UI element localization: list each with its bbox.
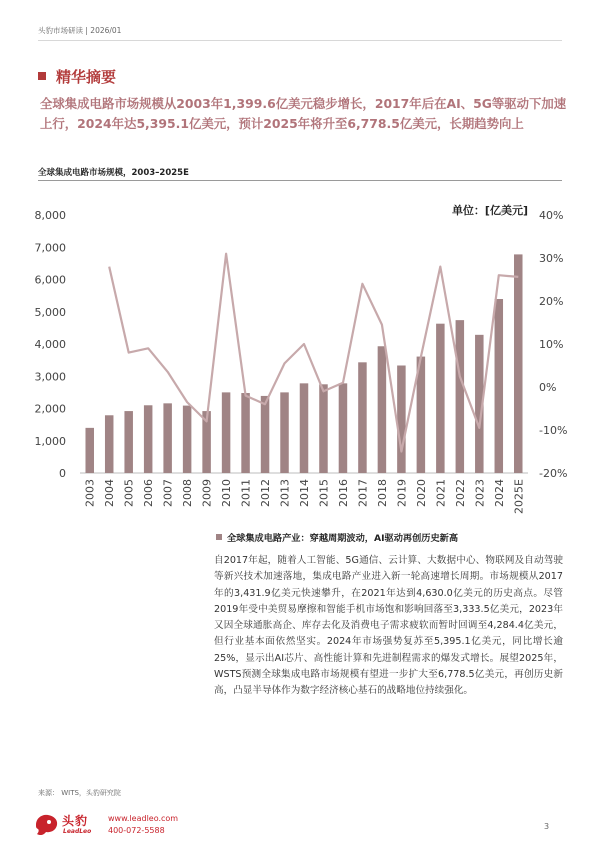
- legend-square-icon: [216, 534, 222, 540]
- y-right-tick-label: 10%: [539, 338, 564, 351]
- body-paragraph: 自2017年起，随着人工智能、5G通信、云计算、大数据中心、物联网及自动驾驶等新兴技术加速落地，集成电路产业进入新一轮高速增长周期。市场规模从2017年的3,431.9亿美元快速攀升，在2021年达到4,630.0亿美元的历史高点。尽管2019年受中美贸易摩擦和智能手机市场饱和影响回落至3,333.5亿美元，2023年又因全球通胀高企、库存去化及消费电子需求疲软而暂时回调至4,284.4亿美元，但行业基本面依然坚实。2024年市场强势复苏至5,395.1亿美元，同比增长逾25%，显示出AI芯片、高性能计算和先进制程需求的爆发式增长。展望2025年，WSTS预测全球集成电路市场规模有望进一步扩大至6,778.5亿美元，再创历史新高，凸显半导体作为数字经济核心基石的战略地位持续强化。: [214, 555, 563, 697]
- x-tick-label: 2007: [161, 479, 175, 507]
- x-tick-label: 2023: [473, 479, 487, 507]
- bar: [358, 362, 367, 473]
- y-left-tick-label: 6,000: [34, 273, 66, 287]
- x-tick-label: 2020: [414, 479, 428, 507]
- source-note: 来源： WITS，头豹研究院: [38, 789, 121, 797]
- x-tick-label: 2024: [492, 478, 506, 507]
- x-tick-label: 2010: [220, 479, 234, 507]
- y-left-tick-label: 1,000: [34, 434, 66, 448]
- x-tick-label: 2006: [142, 479, 156, 507]
- bar: [241, 393, 250, 473]
- x-tick-label: 2016: [336, 479, 350, 507]
- bar: [261, 396, 270, 473]
- x-tick-label: 2022: [453, 479, 467, 507]
- phone-number: 400-072-5588: [108, 826, 165, 835]
- bar: [378, 346, 387, 473]
- x-tick-label: 2019: [395, 479, 409, 507]
- y-right-tick-label: 40%: [539, 209, 564, 222]
- y-left-tick-label: 4,000: [34, 338, 66, 351]
- legend-label: 全球集成电路产业：穿越周期波动，AI驱动再创历史新高: [227, 533, 459, 544]
- x-tick-label: 2012: [259, 479, 273, 507]
- logo-text-cn: 头豹: [62, 814, 89, 828]
- section-title: 精华摘要: [56, 68, 117, 86]
- x-tick-label: 2015: [317, 479, 331, 507]
- bar: [222, 392, 231, 473]
- summary-text: 全球集成电路市场规模从2003年1,399.6亿美元稳步增长，2017年后在AI、5G等驱动下加速上行，2024年达5,395.1亿美元，预计2025年将升至6,778.5亿美元，长期趋势向上: [40, 96, 567, 131]
- bar: [105, 415, 114, 473]
- y-left-tick-label: 8,000: [34, 209, 66, 222]
- bar: [456, 320, 465, 473]
- x-tick-label: 2003: [83, 479, 97, 507]
- y-right-tick-label: -20%: [539, 467, 568, 480]
- unit-label: 单位：[亿美元]: [451, 204, 528, 217]
- x-tick-label: 2017: [356, 479, 370, 507]
- y-right-tick-label: 30%: [539, 252, 564, 265]
- header-text: 头豹市场研读 | 2026/01: [38, 26, 122, 35]
- bar: [183, 406, 192, 473]
- bar: [397, 365, 406, 473]
- website-link[interactable]: www.leadleo.com: [108, 814, 179, 823]
- x-tick-label: 2011: [239, 479, 253, 507]
- y-left-tick-label: 0: [59, 467, 66, 480]
- bar: [300, 383, 309, 473]
- bar: [319, 384, 328, 473]
- x-tick-label: 2005: [122, 479, 136, 507]
- y-right-tick-label: 0%: [539, 381, 557, 394]
- bar: [163, 403, 172, 473]
- y-right-tick-label: -10%: [539, 424, 568, 437]
- leadleo-logo-icon: [33, 811, 61, 837]
- bar: [280, 392, 289, 473]
- bar: [144, 405, 153, 473]
- x-tick-label: 2025E: [512, 479, 526, 514]
- y-left-tick-label: 3,000: [34, 370, 66, 384]
- x-tick-label: 2008: [181, 479, 195, 507]
- page-number: 3: [544, 822, 550, 831]
- y-left-tick-label: 2,000: [34, 402, 66, 416]
- x-tick-label: 2021: [434, 479, 448, 507]
- logo-text-en: LeadLeo: [63, 828, 92, 835]
- y-right-tick-label: 20%: [539, 295, 564, 308]
- bar: [85, 428, 94, 473]
- bar: [495, 299, 504, 473]
- bar: [124, 411, 132, 473]
- x-tick-label: 2009: [200, 479, 214, 507]
- bar: [339, 383, 348, 473]
- chart-title: 全球集成电路市场规模，2003–2025E: [38, 168, 189, 178]
- x-tick-label: 2018: [375, 479, 389, 507]
- x-tick-label: 2013: [278, 479, 292, 507]
- x-tick-label: 2014: [298, 479, 311, 507]
- y-left-tick-label: 7,000: [34, 241, 66, 255]
- x-tick-label: 2004: [103, 479, 117, 507]
- y-left-tick-label: 5,000: [34, 305, 66, 319]
- bar: [514, 254, 523, 473]
- bar: [436, 324, 445, 473]
